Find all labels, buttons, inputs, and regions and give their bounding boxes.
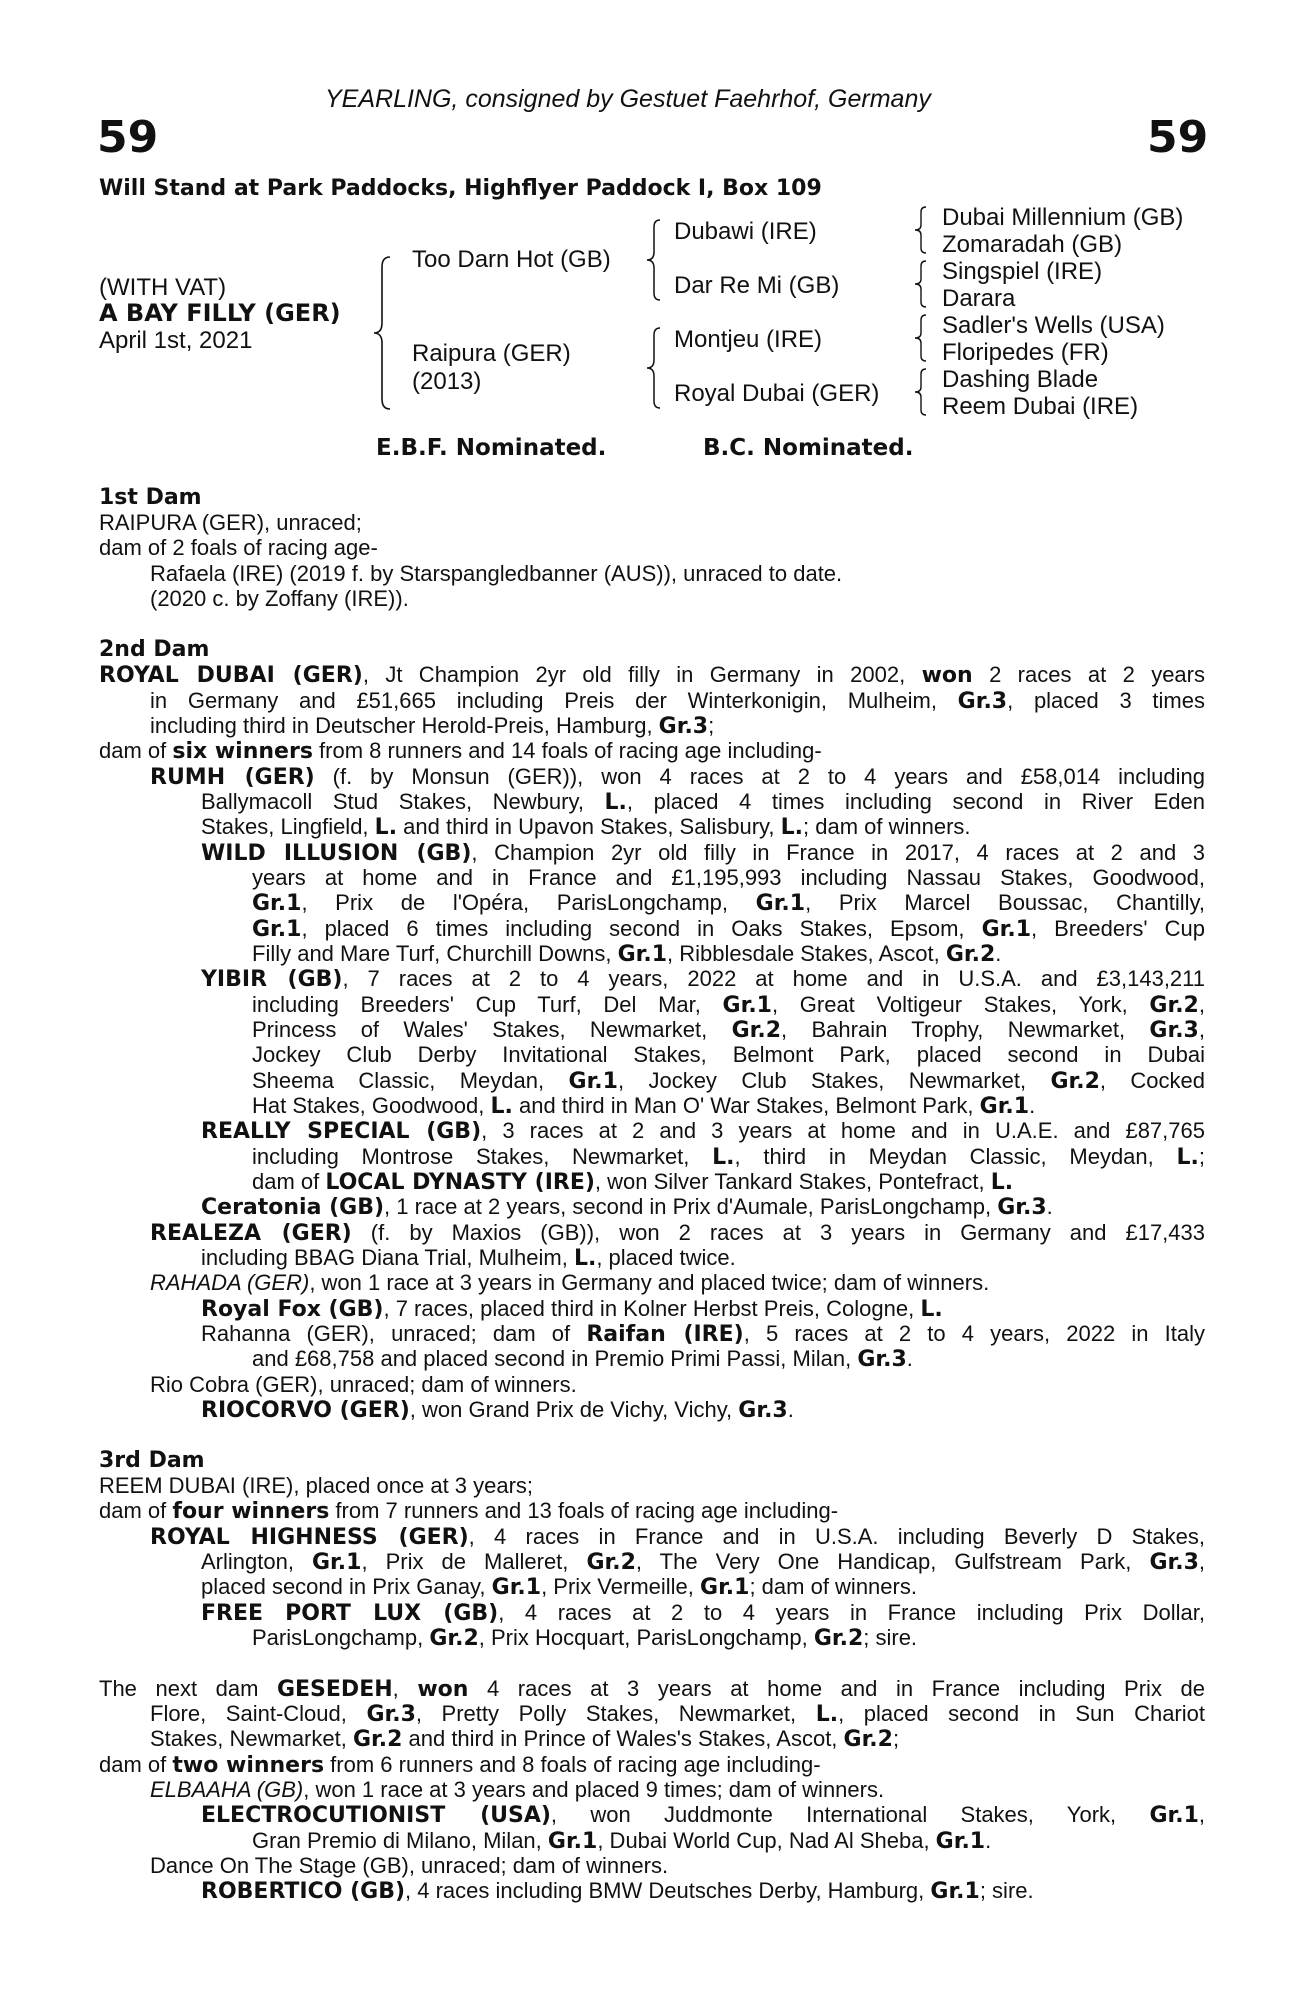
free-port-lux-line: FREE PORT LUX (GB), 4 races at 2 to 4 years in France including Prix Dollar, — [201, 1600, 1205, 1626]
pedigree-brace-g3-3 — [912, 313, 928, 363]
section-heading: 2nd Dam — [99, 637, 210, 662]
g3-ancestor: Dashing Blade — [942, 366, 1099, 393]
lot-number-left: 59 — [97, 112, 159, 163]
dam-sire: Montjeu (IRE) — [674, 326, 823, 353]
lot-number-right: 59 — [1147, 112, 1209, 163]
horse-name: ROYAL DUBAI (GER) — [99, 663, 363, 688]
really-special-line: REALLY SPECIAL (GB), 3 races at 2 and 3 years at home and in U.A.E. and £87,765 — [201, 1118, 1205, 1144]
dam-name: Raipura (GER) — [412, 340, 571, 367]
robertico-line: ROBERTICO (GB), 4 races including BMW Deutsches Derby, Hamburg, Gr.1; sire. — [201, 1878, 1034, 1904]
horse-name: Ceratonia (GB) — [201, 1195, 385, 1220]
horse-name: RUMH (GER) — [150, 765, 315, 790]
dam-year: (2013) — [412, 368, 482, 395]
yibir-line: Princess of Wales' Stakes, Newmarket, Gr.2, Bahrain Trophy, Newmarket, Gr.3, — [252, 1017, 1205, 1043]
page-header-title: YEARLING, consigned by Gestuet Faehrhof, Germany — [325, 85, 931, 113]
royal-dubai-line: including third in Deutscher Herold-Preis, Hamburg, Gr.3; — [150, 713, 715, 739]
rahanna-line: Rahanna (GER), unraced; dam of Raifan (IRE), 5 races at 2 to 4 years, 2022 in Italy — [201, 1321, 1205, 1347]
third-dam-line: dam of four winners from 7 runners and 13 foals of racing age including- — [99, 1498, 839, 1524]
horse-name: ROBERTICO (GB) — [201, 1879, 406, 1904]
sire-sire: Dubawi (IRE) — [674, 218, 817, 245]
electrocutionist-line: ELECTROCUTIONIST (USA), won Juddmonte International Stakes, York, Gr.1, — [201, 1802, 1205, 1828]
g3-ancestor: Dubai Millennium (GB) — [942, 204, 1184, 231]
horse-name: GESEDEH — [276, 1677, 393, 1702]
rumh-line: RUMH (GER) (f. by Monsun (GER)), won 4 races at 2 to 4 years and £58,014 including — [150, 764, 1205, 790]
third-dam-line: REEM DUBAI (IRE), placed once at 3 years; — [99, 1473, 534, 1498]
royal-dubai-line: ROYAL DUBAI (GER), Jt Champion 2yr old filly in Germany in 2002, won 2 races at 2 years — [99, 662, 1205, 688]
wild-illusion-line: WILD ILLUSION (GB), Champion 2yr old filly in France in 2017, 4 races at 2 and 3 — [201, 840, 1205, 866]
section-heading: 3rd Dam — [99, 1448, 205, 1473]
horse-name: WILD ILLUSION (GB) — [201, 841, 472, 866]
elbaaha-line: ELBAAHA (GB), won 1 race at 3 years and placed 9 times; dam of winners. — [150, 1777, 885, 1802]
horse-name: ROYAL HIGHNESS (GER) — [150, 1525, 469, 1550]
bc-nomination: B.C. Nominated. — [703, 435, 914, 461]
first-dam-line: (2020 c. by Zoffany (IRE)). — [150, 586, 409, 611]
horse-name: ELECTROCUTIONIST (USA) — [201, 1803, 551, 1828]
horse-name: REALEZA (GER) — [150, 1221, 352, 1246]
next-dam-line: dam of two winners from 6 runners and 8 foals of racing age including- — [99, 1752, 821, 1778]
section-heading: 1st Dam — [99, 485, 202, 510]
really-special-line: dam of LOCAL DYNASTY (IRE), won Silver Tankard Stakes, Pontefract, L. — [252, 1169, 1014, 1195]
yibir-line: Jockey Club Derby Invitational Stakes, Belmont Park, placed second in Dubai — [252, 1042, 1205, 1067]
g3-ancestor: Floripedes (FR) — [942, 339, 1109, 366]
pedigree-brace-dam — [644, 326, 662, 410]
first-dam-line: Rafaela (IRE) (2019 f. by Starspangledbanner (AUS)), unraced to date. — [150, 561, 843, 586]
wild-illusion-line: Gr.1, Prix de l'Opéra, ParisLongchamp, Gr.1, Prix Marcel Boussac, Chantilly, — [252, 890, 1205, 916]
g3-ancestor: Reem Dubai (IRE) — [942, 393, 1139, 420]
pedigree-brace-g3-2 — [912, 259, 928, 309]
first-dam-line: dam of 2 foals of racing age- — [99, 535, 378, 560]
ceratonia-line: Ceratonia (GB), 1 race at 2 years, second in Prix d'Aumale, ParisLongchamp, Gr.3. — [201, 1194, 1053, 1220]
pedigree-brace-sire — [644, 218, 662, 302]
g3-ancestor: Sadler's Wells (USA) — [942, 312, 1165, 339]
pedigree-brace-main — [370, 255, 394, 411]
rumh-line: Ballymacoll Stud Stakes, Newbury, L., placed 4 times including second in River Eden — [201, 789, 1205, 815]
g3-ancestor: Darara — [942, 285, 1016, 312]
g3-ancestor: Singspiel (IRE) — [942, 258, 1103, 285]
realeza-line: REALEZA (GER) (f. by Maxios (GB)), won 2 races at 3 years in Germany and £17,433 — [150, 1220, 1205, 1246]
first-dam-line: RAIPURA (GER), unraced; — [99, 510, 362, 535]
rio-cobra-line: Rio Cobra (GER), unraced; dam of winners. — [150, 1372, 577, 1397]
horse-name: Royal Fox (GB) — [201, 1297, 384, 1322]
royal-dubai-line: dam of six winners from 8 runners and 14 foals of racing age including- — [99, 738, 822, 764]
yibir-line: Hat Stakes, Goodwood, L. and third in Man O' War Stakes, Belmont Park, Gr.1. — [252, 1093, 1036, 1119]
rahada-line: RAHADA (GER), won 1 race at 3 years in Germany and placed twice; dam of winners. — [150, 1270, 990, 1295]
riocorvo-line: RIOCORVO (GER), won Grand Prix de Vichy, Vichy, Gr.3. — [201, 1397, 794, 1423]
sire-name: Too Darn Hot (GB) — [412, 246, 611, 273]
next-dam-line: The next dam GESEDEH, won 4 races at 3 years at home and in France including Prix de — [99, 1676, 1205, 1702]
electrocutionist-line: Gran Premio di Milano, Milan, Gr.1, Dubai World Cup, Nad Al Sheba, Gr.1. — [252, 1828, 992, 1854]
dance-on-the-stage-line: Dance On The Stage (GB), unraced; dam of winners. — [150, 1853, 669, 1878]
sire-dam: Dar Re Mi (GB) — [674, 272, 840, 299]
free-port-lux-line: ParisLongchamp, Gr.2, Prix Hocquart, ParisLongchamp, Gr.2; sire. — [252, 1625, 918, 1651]
vat-note: (WITH VAT) — [99, 274, 227, 301]
rahanna-line: and £68,758 and placed second in Premio Primi Passi, Milan, Gr.3. — [252, 1346, 913, 1372]
realeza-line: including BBAG Diana Trial, Mulheim, L., placed twice. — [201, 1245, 736, 1271]
horse-name: FREE PORT LUX (GB) — [201, 1601, 499, 1626]
horse-name: A BAY FILLY (GER) — [99, 299, 341, 327]
ebf-nomination: E.B.F. Nominated. — [376, 435, 607, 461]
royal-fox-line: Royal Fox (GB), 7 races, placed third in Kolner Herbst Preis, Cologne, L. — [201, 1296, 943, 1322]
royal-highness-line: ROYAL HIGHNESS (GER), 4 races in France and in U.S.A. including Beverly D Stakes, — [150, 1524, 1205, 1550]
royal-dubai-line: in Germany and £51,665 including Preis der Winterkonigin, Mulheim, Gr.3, placed 3 times — [150, 688, 1205, 714]
next-dam-line: Flore, Saint-Cloud, Gr.3, Pretty Polly Stakes, Newmarket, L., placed second in Sun Chariot — [150, 1701, 1205, 1727]
rumh-line: Stakes, Lingfield, L. and third in Upavon Stakes, Salisbury, L.; dam of winners. — [201, 814, 971, 840]
wild-illusion-line: years at home and in France and £1,195,993 including Nassau Stakes, Goodwood, — [252, 865, 1205, 890]
next-dam-line: Stakes, Newmarket, Gr.2 and third in Prince of Wales's Stakes, Ascot, Gr.2; — [150, 1726, 900, 1752]
royal-highness-line: Arlington, Gr.1, Prix de Malleret, Gr.2, The Very One Handicap, Gulfstream Park, Gr.3, — [201, 1549, 1205, 1575]
royal-highness-line: placed second in Prix Ganay, Gr.1, Prix Vermeille, Gr.1; dam of winners. — [201, 1574, 917, 1600]
pedigree-brace-g3-1 — [912, 205, 928, 255]
horse-name: YIBIR (GB) — [201, 967, 343, 992]
horse-name: ELBAAHA (GB) — [150, 1777, 304, 1802]
pedigree-brace-g3-4 — [912, 367, 928, 417]
yibir-line: YIBIR (GB), 7 races at 2 to 4 years, 2022 at home and in U.S.A. and £3,143,211 — [201, 966, 1206, 992]
g3-ancestor: Zomaradah (GB) — [942, 231, 1123, 258]
horse-name: RIOCORVO (GER) — [201, 1398, 410, 1423]
foaling-date: April 1st, 2021 — [99, 327, 253, 354]
stand-location: Will Stand at Park Paddocks, Highflyer Paddock I, Box 109 — [99, 176, 822, 201]
dam-dam: Royal Dubai (GER) — [674, 380, 880, 407]
wild-illusion-line: Filly and Mare Turf, Churchill Downs, Gr.1, Ribblesdale Stakes, Ascot, Gr.2. — [252, 941, 1002, 967]
horse-name: REALLY SPECIAL (GB) — [201, 1119, 482, 1144]
yibir-line: Sheema Classic, Meydan, Gr.1, Jockey Club Stakes, Newmarket, Gr.2, Cocked — [252, 1068, 1206, 1094]
yibir-line: including Breeders' Cup Turf, Del Mar, Gr.1, Great Voltigeur Stakes, York, Gr.2, — [252, 992, 1205, 1018]
really-special-line: including Montrose Stakes, Newmarket, L., third in Meydan Classic, Meydan, L.; — [252, 1144, 1205, 1170]
wild-illusion-line: Gr.1, placed 6 times including second in Oaks Stakes, Epsom, Gr.1, Breeders' Cup — [252, 916, 1205, 942]
horse-name: RAHADA (GER) — [150, 1270, 310, 1295]
